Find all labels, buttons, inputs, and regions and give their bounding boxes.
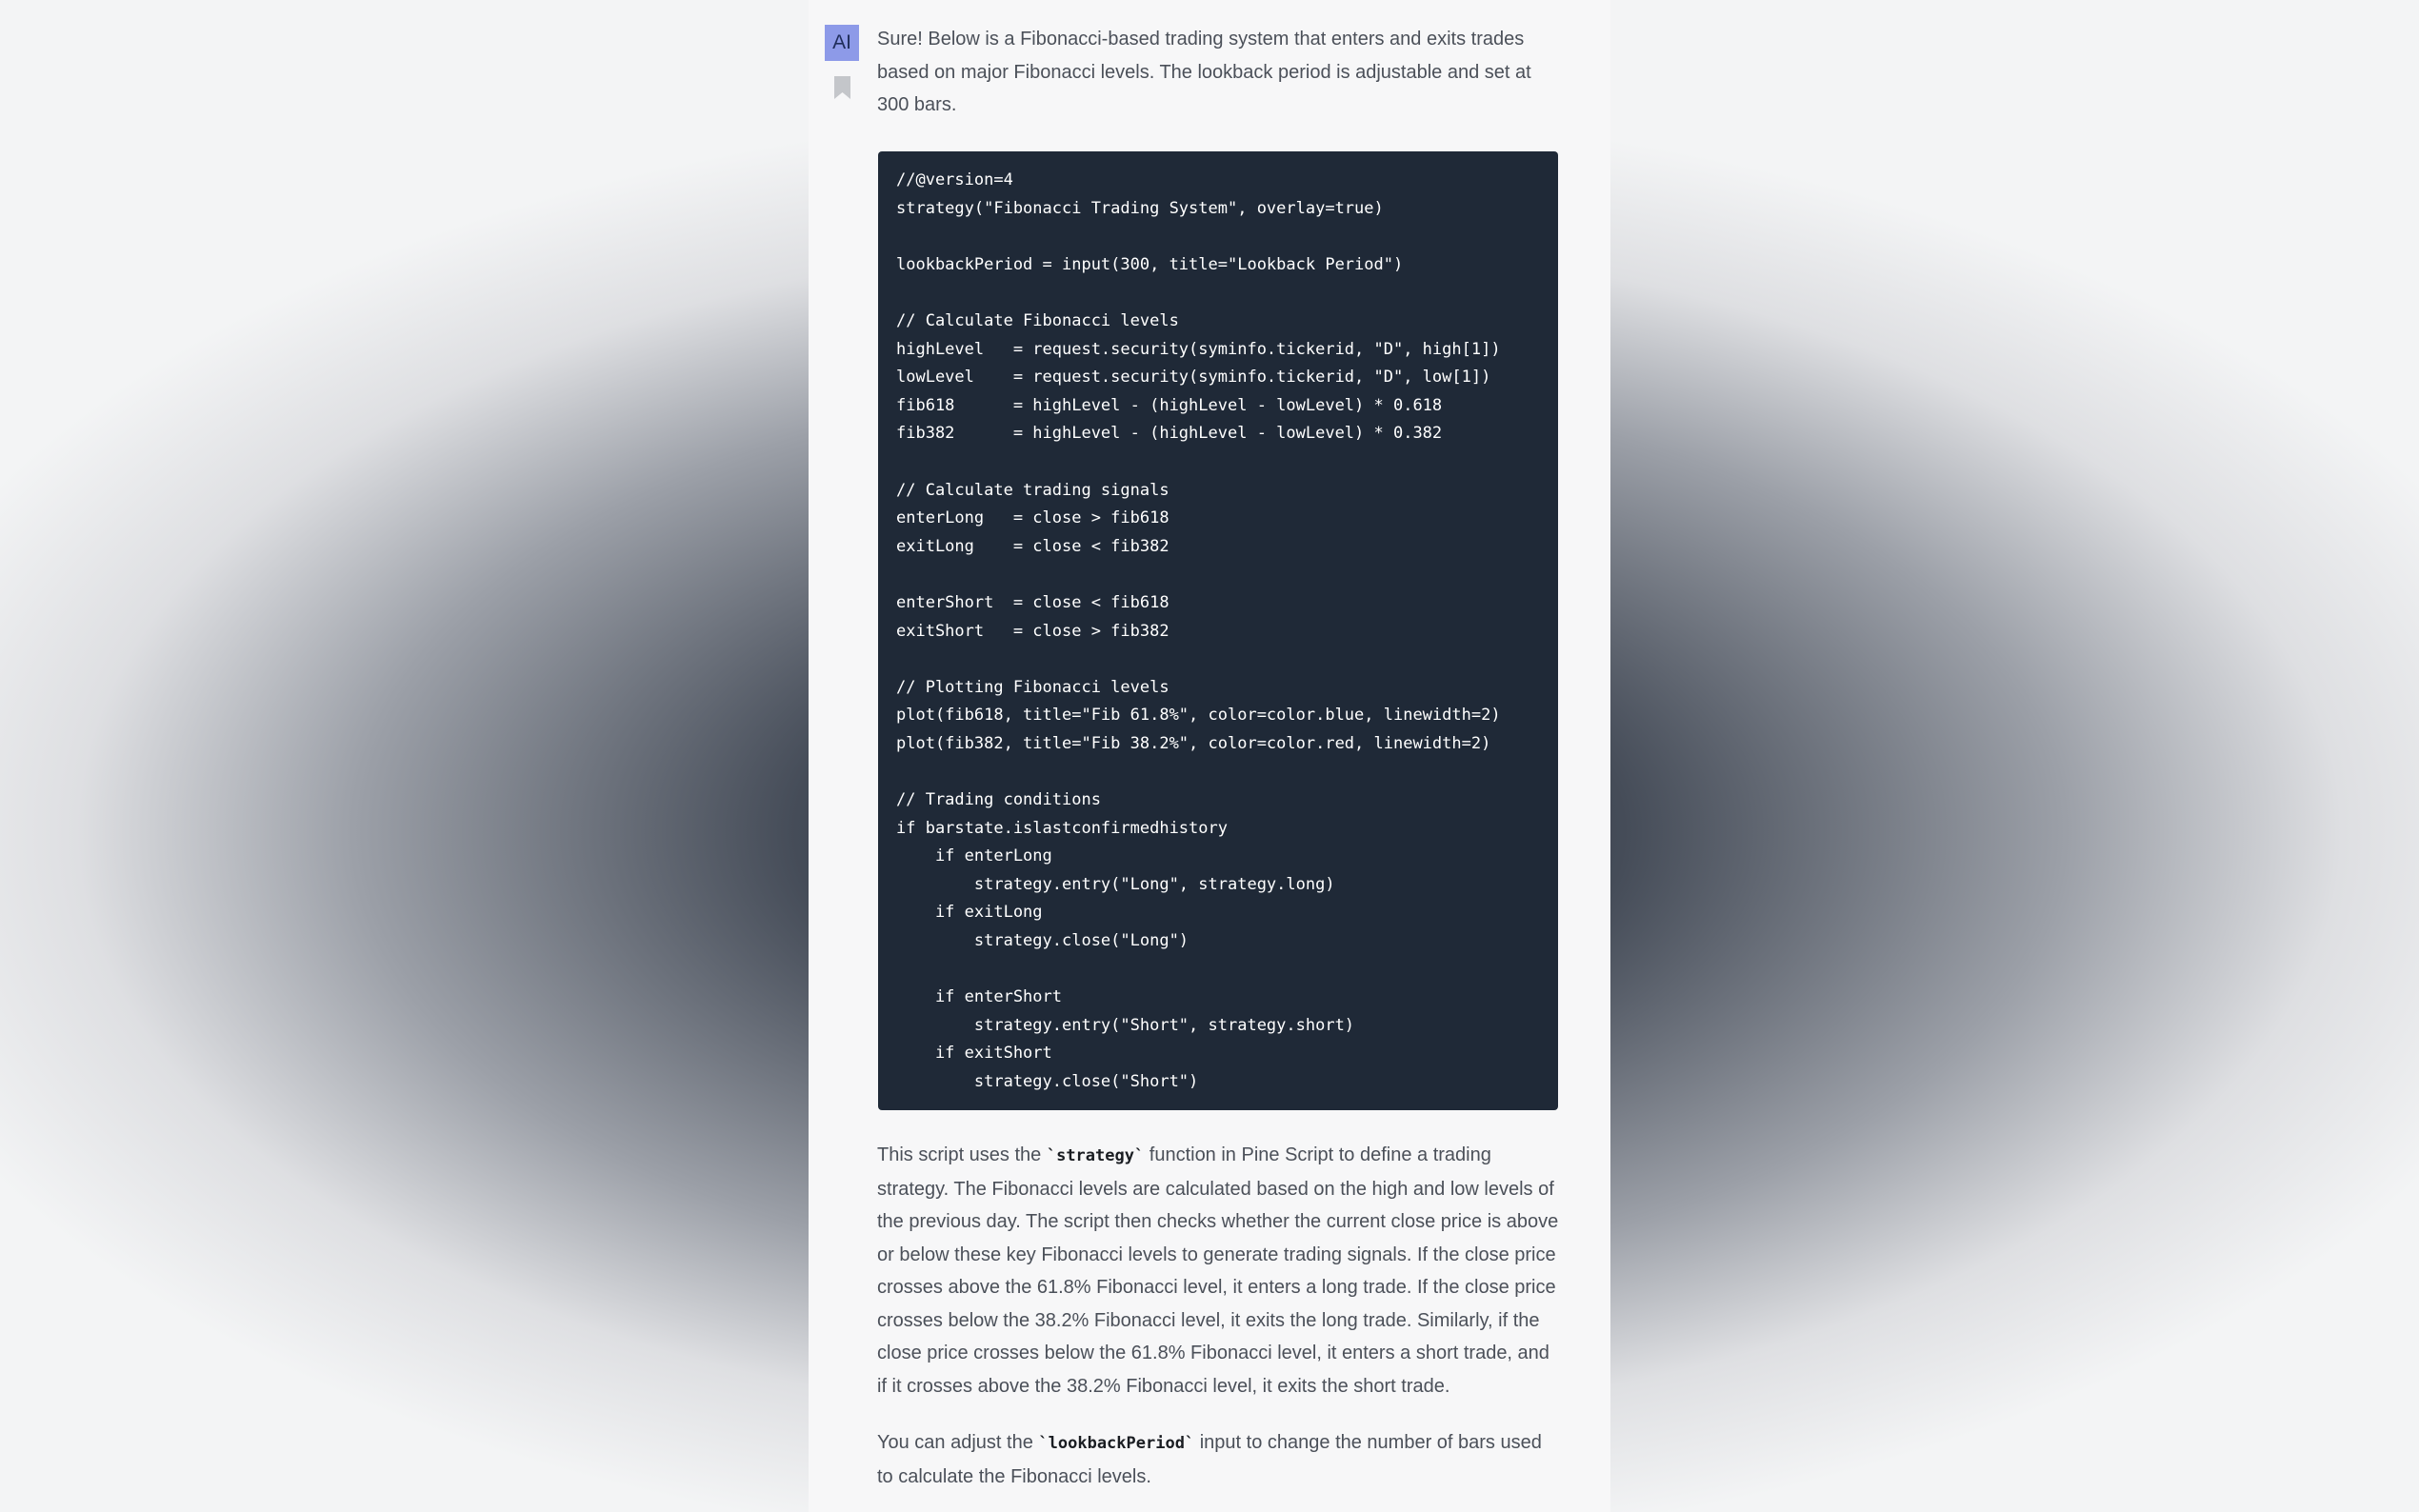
inline-code-lookback: `lookbackPeriod` [1038, 1434, 1195, 1453]
explanation-text-before: This script uses the [877, 1144, 1047, 1165]
note-text-before: You can adjust the [877, 1432, 1039, 1453]
bookmark-icon[interactable] [833, 76, 851, 99]
message-explanation [877, 1139, 1561, 1403]
message-note [877, 1426, 1561, 1493]
inline-code-strategy: `strategy` [1046, 1146, 1145, 1165]
note-text-after: input to change the number of bars used to calculate the Fibonacci levels. [877, 1432, 1542, 1487]
message-intro: Sure! Below is a Fibonacci-based trading system that enters and exits trades based on major Fibonacci levels. The lookback period is adjustable and set at 300 bars. [877, 29, 1531, 115]
ai-avatar: AI [825, 25, 859, 61]
code-content: //@version=4 strategy("Fibonacci Trading System", overlay=true) lookbackPeriod = input(300, title="Lookback Period") // Calculate Fibonacci levels highLevel = request.security(syminfo.tickerid, "D", high[1]) lowLevel = request.security(syminfo.tickerid, "D", low[1]) fib618 = highLevel - (highLevel - lowLevel) * 0.618 fib382 = highLevel - (highLevel - lowLevel) * 0.382 // Calculate trading signals enterLong = close > fib618 exitLong = close < fib382 enterShort = close < fib618 exitShort = close > fib382 // Plotting Fibonacci levels plot(fib618, title="Fib 61.8%", color=color.blue, linewidth=2) plot(fib382, title="Fib 38.2%", color=color.red, linewidth=2) // Trading conditions if barstate.islastconfirmedhistory if enterLong strategy.entry("Long", strategy.long) if exitLong strategy.close("Long") if enterShort strategy.entry("Short", strategy.short) if exitShort strategy.close("Short") [896, 170, 1501, 1091]
explanation-text-after: function in Pine Script to define a trading strategy. The Fibonacci levels are calculated based on the high and low levels of the previous day. The script then checks whether the current close price is above or below these key Fibonacci levels to generate trading signals. If the close price crosses above the 61.8% Fibonacci level, it enters a long trade. If the close price crosses below the 38.2% Fibonacci level, it exits the long trade. Similarly, if the close price crosses below the 61.8% Fibonacci level, it enters a short trade, and if it crosses above the 38.2% Fibonacci level, it exits the short trade. [877, 1144, 1559, 1397]
code-block [878, 151, 1558, 1110]
